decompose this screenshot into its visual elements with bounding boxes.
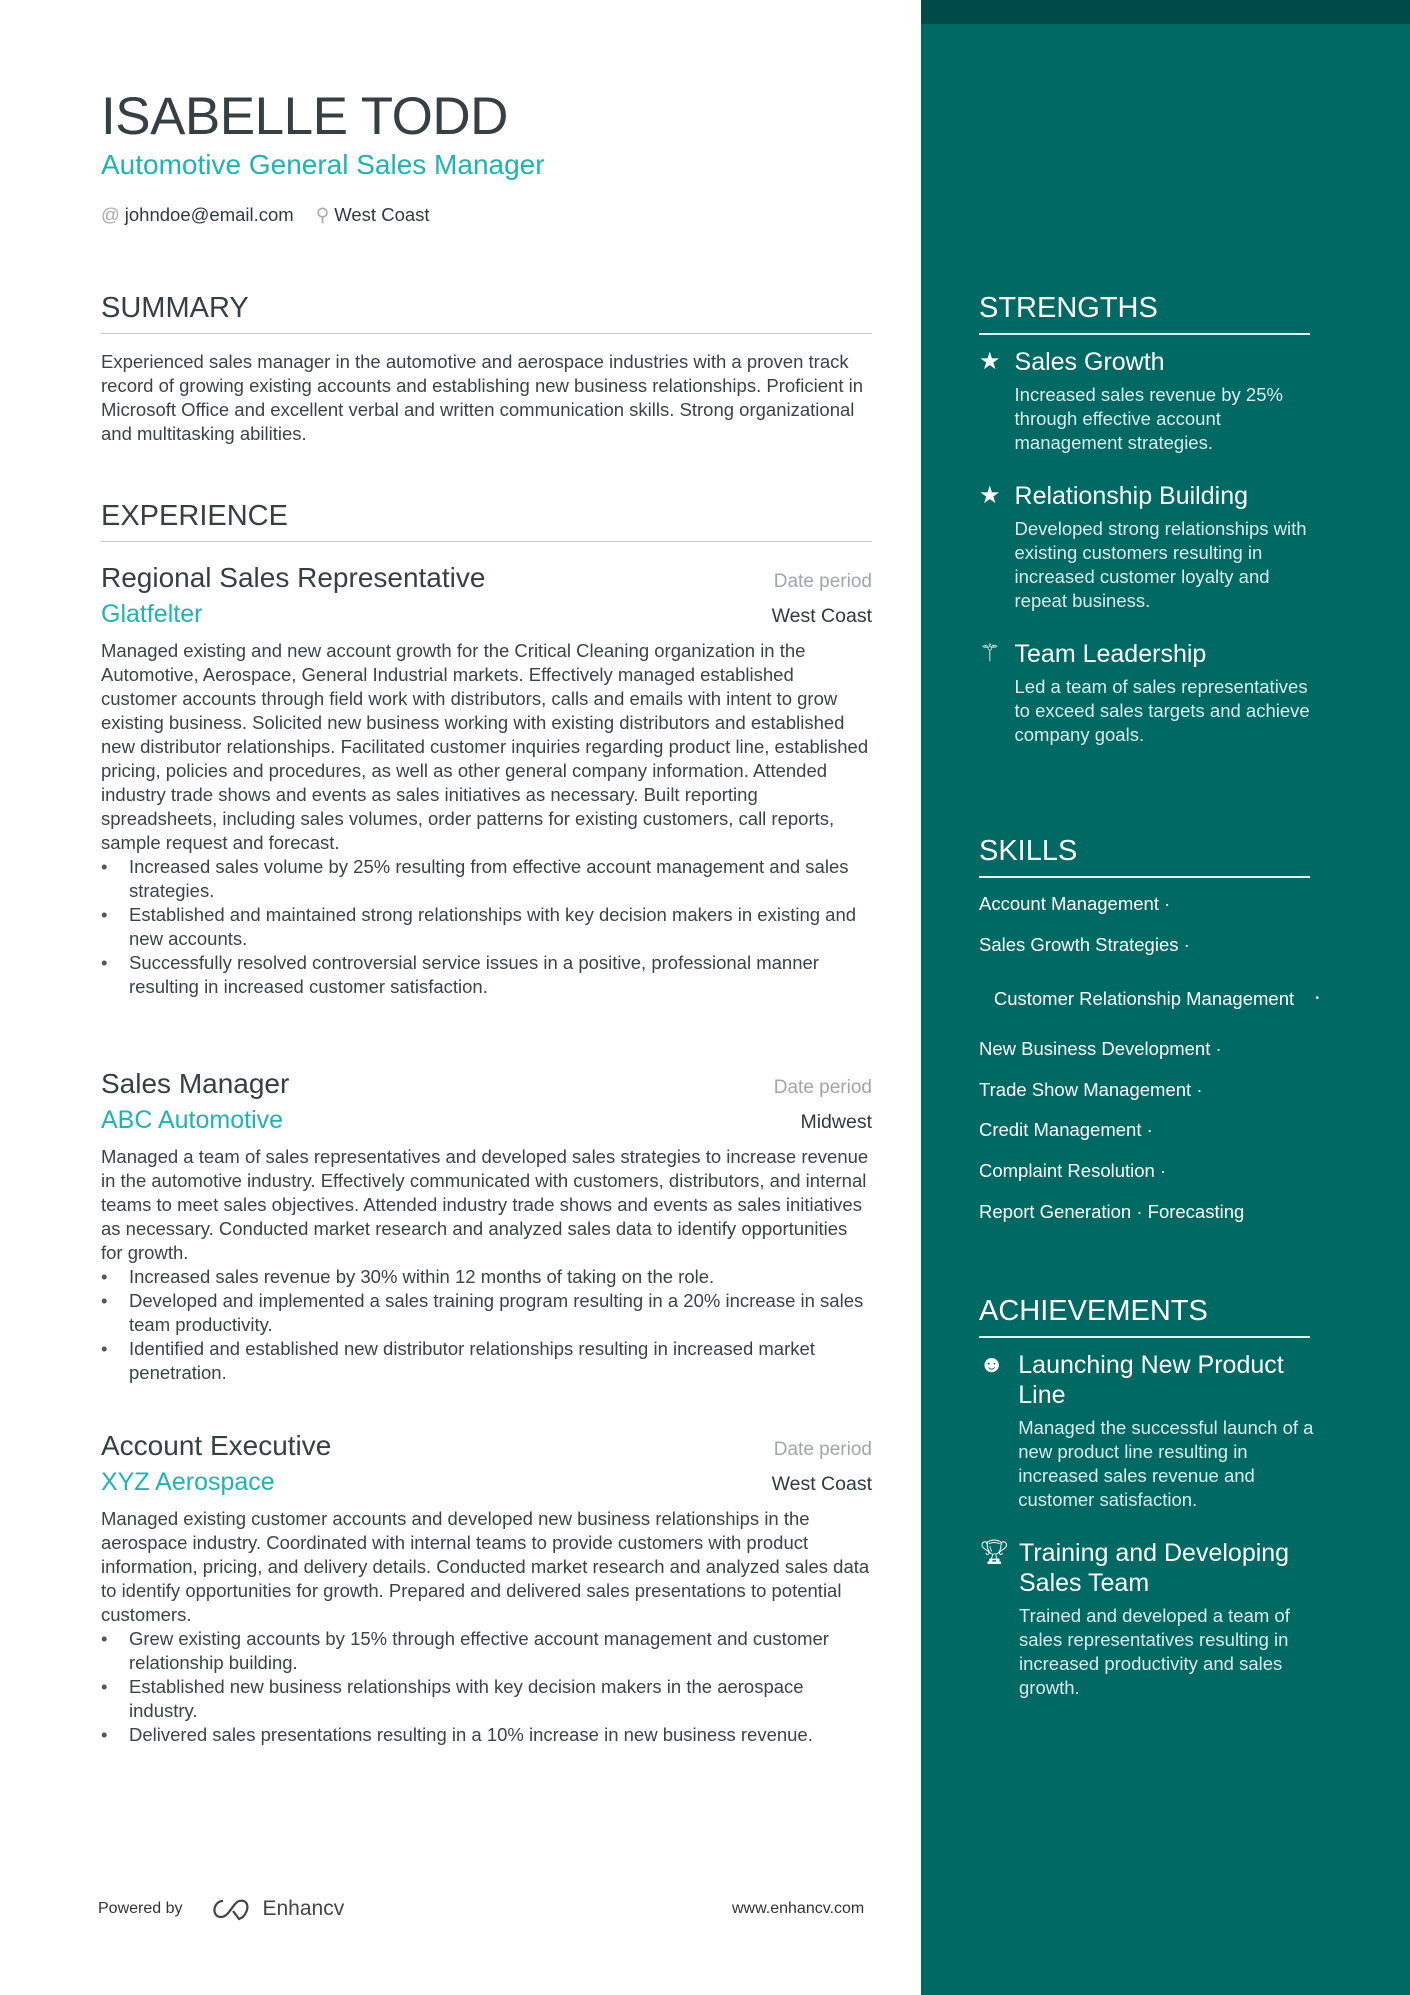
skill-item: Account Management · — [979, 893, 1171, 914]
job-title: Sales Manager — [101, 1068, 290, 1099]
job-date: Date period — [773, 1077, 872, 1098]
achievement-desc: Trained and developed a team of sales representatives resulting in increased productivity and sales growth. — [1019, 1605, 1290, 1698]
skills-heading: SKILLS — [979, 835, 1310, 878]
trophy-icon: 🏆︎ — [979, 1539, 1010, 1566]
achievement-desc: Managed the successful launch of a new product line resulting in increased sales revenue and customer satisfaction. — [1018, 1417, 1314, 1510]
skill-item: Complaint Resolution · — [979, 1159, 1167, 1181]
strength-item — [979, 639, 1319, 747]
job-description: Managed existing customer accounts and developed new business relationships in the aerospace industry. Coordinated with internal teams to provide customers with product information, pricing, and delivery details. Conducted market research and analyzed sales data to identify opportunities for growth. Prepared and delivered sales presentations to potential customers. — [101, 1508, 870, 1625]
skill-item: New Business Development · — [979, 1038, 1222, 1060]
job-bullet: • Established and maintained strong relationships with key decision makers in existing and new accounts. — [101, 903, 872, 951]
job-bullet: • Identified and established new distributor relationships resulting in increased market penetration. — [101, 1337, 872, 1385]
experience-section — [101, 500, 872, 542]
powered-by-label: Powered by — [98, 1900, 183, 1917]
achievements-section — [979, 1295, 1319, 1700]
strengths-section — [979, 292, 1319, 747]
job-bullet: • Delivered sales presentations resulting in a 10% increase in new business revenue. — [101, 1723, 872, 1747]
enhancv-brand: Enhancv — [262, 1897, 345, 1920]
skill-item: Report Generation · Forecasting — [979, 1200, 1245, 1222]
strength-title: Sales Growth — [1014, 348, 1165, 376]
candidate-title: Automotive General Sales Manager — [101, 149, 545, 180]
job-title: Account Executive — [101, 1430, 332, 1461]
job-bullet: • Increased sales volume by 25% resulting from effective account management and sales strategies. — [101, 855, 872, 903]
contact-info — [101, 204, 430, 226]
job-description: Managed a team of sales representatives and developed sales strategies to increase revenue in the automotive industry. Effectively communicated with customers, distributors, and internal teams to meet sales objectives. Attended industry trade shows and events as sales initiatives as necessary. Conducted market research and analyzed sales data to identify opportunities for growth. — [101, 1146, 869, 1263]
job-title: Regional Sales Representative — [101, 562, 486, 593]
job-date: Date period — [773, 571, 872, 592]
email-text: johndoe@email.com — [124, 204, 294, 225]
strength-desc: Increased sales revenue by 25% through effective account management strategies. — [1014, 384, 1283, 453]
job-location: Midwest — [800, 1111, 872, 1133]
candidate-name: ISABELLE TODD — [101, 87, 508, 146]
star-icon: ★ — [979, 348, 1001, 375]
strengths-heading: STRENGTHS — [979, 292, 1310, 335]
achievements-heading: ACHIEVEMENTS — [979, 1295, 1310, 1338]
skill-item: Trade Show Management · — [979, 1078, 1203, 1100]
strength-title: Team Leadership — [1014, 640, 1207, 668]
location-pin-icon: ⚲ — [315, 204, 330, 225]
company-name: Glatfelter — [101, 600, 203, 628]
job-bullet: • Successfully resolved controversial service issues in a positive, professional manner resulting in increased customer satisfaction. — [101, 951, 872, 999]
job-entry — [101, 1068, 872, 1385]
achievement-title: Training and Developing Sales Team — [1019, 1539, 1290, 1597]
achievement-item — [979, 1350, 1319, 1512]
achievement-title: Launching New Product Line — [1018, 1351, 1284, 1409]
skill-separator: • — [1315, 993, 1319, 1005]
job-bullet: • Established new business relationships with key decision makers in the aerospace industry. — [101, 1675, 872, 1723]
job-date: Date period — [773, 1439, 872, 1460]
summary-heading: SUMMARY — [101, 292, 872, 334]
job-bullet: • Developed and implemented a sales training program resulting in a 20% increase in sales team productivity. — [101, 1289, 872, 1337]
job-bullet: • Grew existing accounts by 15% through effective account management and customer relationship building. — [101, 1627, 872, 1675]
skill-item: Sales Growth Strategies · — [979, 933, 1190, 955]
location-item — [316, 204, 430, 226]
enhancv-logo-icon — [209, 1897, 255, 1921]
email-item[interactable] — [101, 204, 294, 226]
star-icon: ★ — [979, 482, 1001, 509]
job-location: West Coast — [771, 1473, 872, 1495]
strength-desc: Led a team of sales representatives to exceed sales targets and achieve company goals. — [1014, 676, 1310, 745]
strength-title: Relationship Building — [1014, 482, 1248, 510]
location-text: West Coast — [334, 204, 430, 225]
job-bullet: • Increased sales revenue by 30% within 12 months of taking on the role. — [101, 1265, 872, 1289]
skill-item: Credit Management · — [979, 1119, 1153, 1141]
at-icon: @ — [101, 204, 120, 225]
skill-item: Customer Relationship Management — [993, 988, 1295, 1010]
footer-branding — [98, 1897, 344, 1921]
company-name: ABC Automotive — [101, 1106, 284, 1134]
enhancv-logo[interactable] — [209, 1897, 345, 1921]
job-description: Managed existing and new account growth for the Critical Cleaning organization in the Automotive, Aerospace, General Industrial markets. Effectively managed established customer accounts through field work with distributors, calls and emails with intent to grow existing business. Solicited new business working with existing distributors and established new distributor relationships. Facilitated customer inquiries regarding product line, established pricing, policies and procedures, as well as other general company information. Attended industry trade shows and events as sales initiatives as necessary. Built reporting spreadsheets, including sales volumes, order patterns for existing customers, call reports, sample request and forecast. — [101, 640, 869, 853]
experience-heading: EXPERIENCE — [101, 500, 872, 542]
summary-text: Experienced sales manager in the automotive and aerospace industries with a proven track record of growing existing accounts and establishing new business relationships. Proficient in Microsoft Office and excellent verbal and written communication skills. Strong organizational and multitasking abilities. — [101, 351, 864, 444]
strength-desc: Developed strong relationships with existing customers resulting in increased customer loyalty and repeat business. — [1014, 518, 1307, 611]
job-entry — [101, 1430, 872, 1747]
strength-item — [979, 481, 1319, 613]
strength-item — [979, 347, 1319, 455]
magic-wand-icon: ⚚ — [979, 640, 1001, 667]
company-name: XYZ Aerospace — [101, 1468, 275, 1496]
skills-section — [979, 835, 1319, 1240]
job-location: West Coast — [771, 605, 872, 627]
sidebar-top-bar — [921, 0, 1410, 24]
summary-section — [101, 292, 872, 446]
achievement-item — [979, 1538, 1319, 1700]
job-entry — [101, 562, 872, 999]
footer-url[interactable]: www.enhancv.com — [732, 1900, 865, 1917]
head-brain-icon: ☻ — [979, 1351, 1005, 1378]
